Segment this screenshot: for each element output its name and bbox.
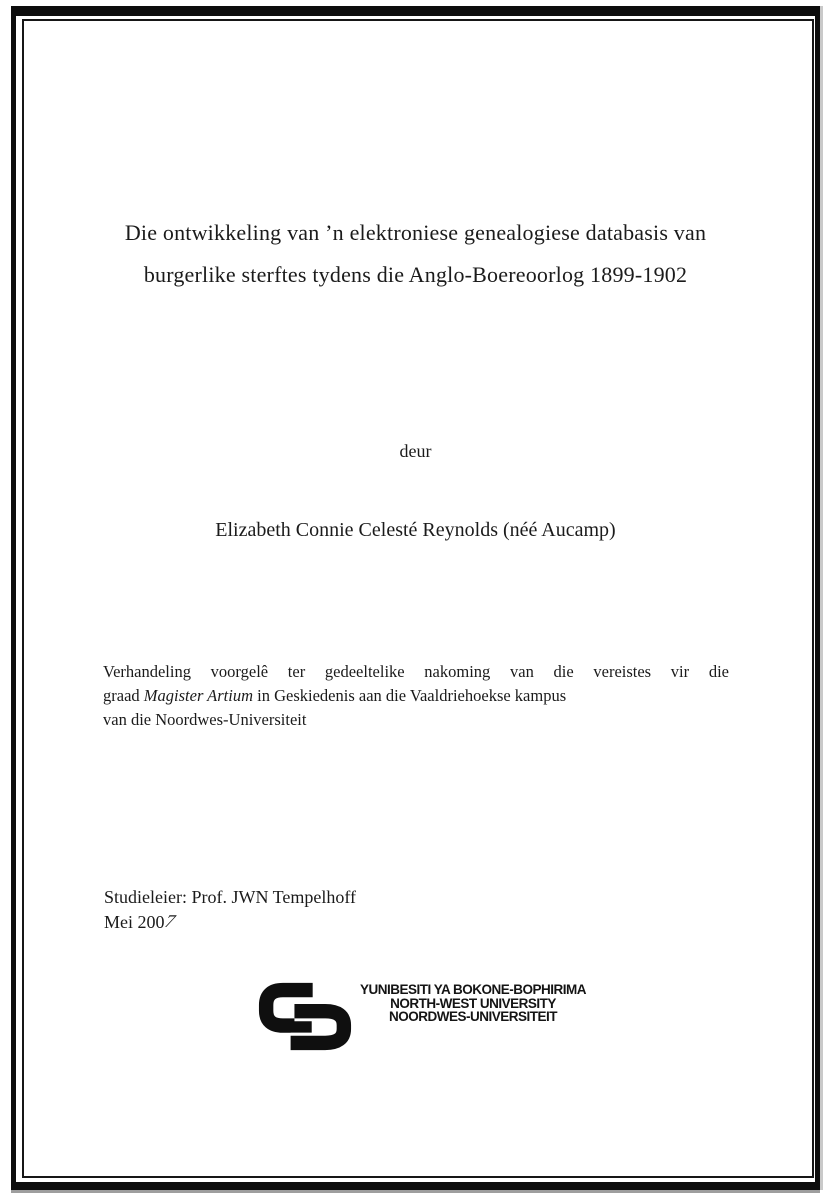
thesis-title xyxy=(60,212,771,296)
university-logo xyxy=(257,981,586,1052)
statement-line-2-suffix: in Geskiedenis aan die Vaaldriehoekse kampus xyxy=(253,686,567,705)
statement-line-1: Verhandeling voorgelê ter gedeeltelike nakoming van die vereistes vir die xyxy=(103,662,729,681)
date-last-digit: 7 xyxy=(160,911,179,931)
university-logo-text xyxy=(360,981,586,1024)
statement-line-2 xyxy=(103,684,729,708)
supervisor-block xyxy=(104,885,356,935)
author-name: Elizabeth Connie Celesté Reynolds (néé Aucamp) xyxy=(215,519,616,541)
statement-line-3: van die Noordwes-Universiteit xyxy=(103,710,307,729)
logo-line-english: NORTH-WEST UNIVERSITY xyxy=(390,995,556,1011)
logo-line-setswana: YUNIBESITI YA BOKONE-BOPHIRIMA xyxy=(360,982,587,997)
logo-line-afrikaans: NOORDWES-UNIVERSITEIT xyxy=(389,1009,558,1024)
statement-line-2-prefix: graad xyxy=(103,686,144,705)
nwu-interlock-logo-icon xyxy=(257,981,353,1052)
thesis-title-line-2: burgerlike sterftes tydens die Anglo-Boereoorlog 1899-1902 xyxy=(143,262,688,287)
date-prefix: Mei 200 xyxy=(104,912,165,932)
supervisor-line: Studieleier: Prof. JWN Tempelhoff xyxy=(104,887,357,907)
degree-name: Magister Artium xyxy=(143,686,254,705)
submission-statement xyxy=(103,660,729,732)
thesis-title-line-1: Die ontwikkeling van ’n elektroniese genealogiese databasis van xyxy=(124,220,707,245)
date-line xyxy=(104,910,356,935)
byline-word: deur xyxy=(399,441,432,461)
